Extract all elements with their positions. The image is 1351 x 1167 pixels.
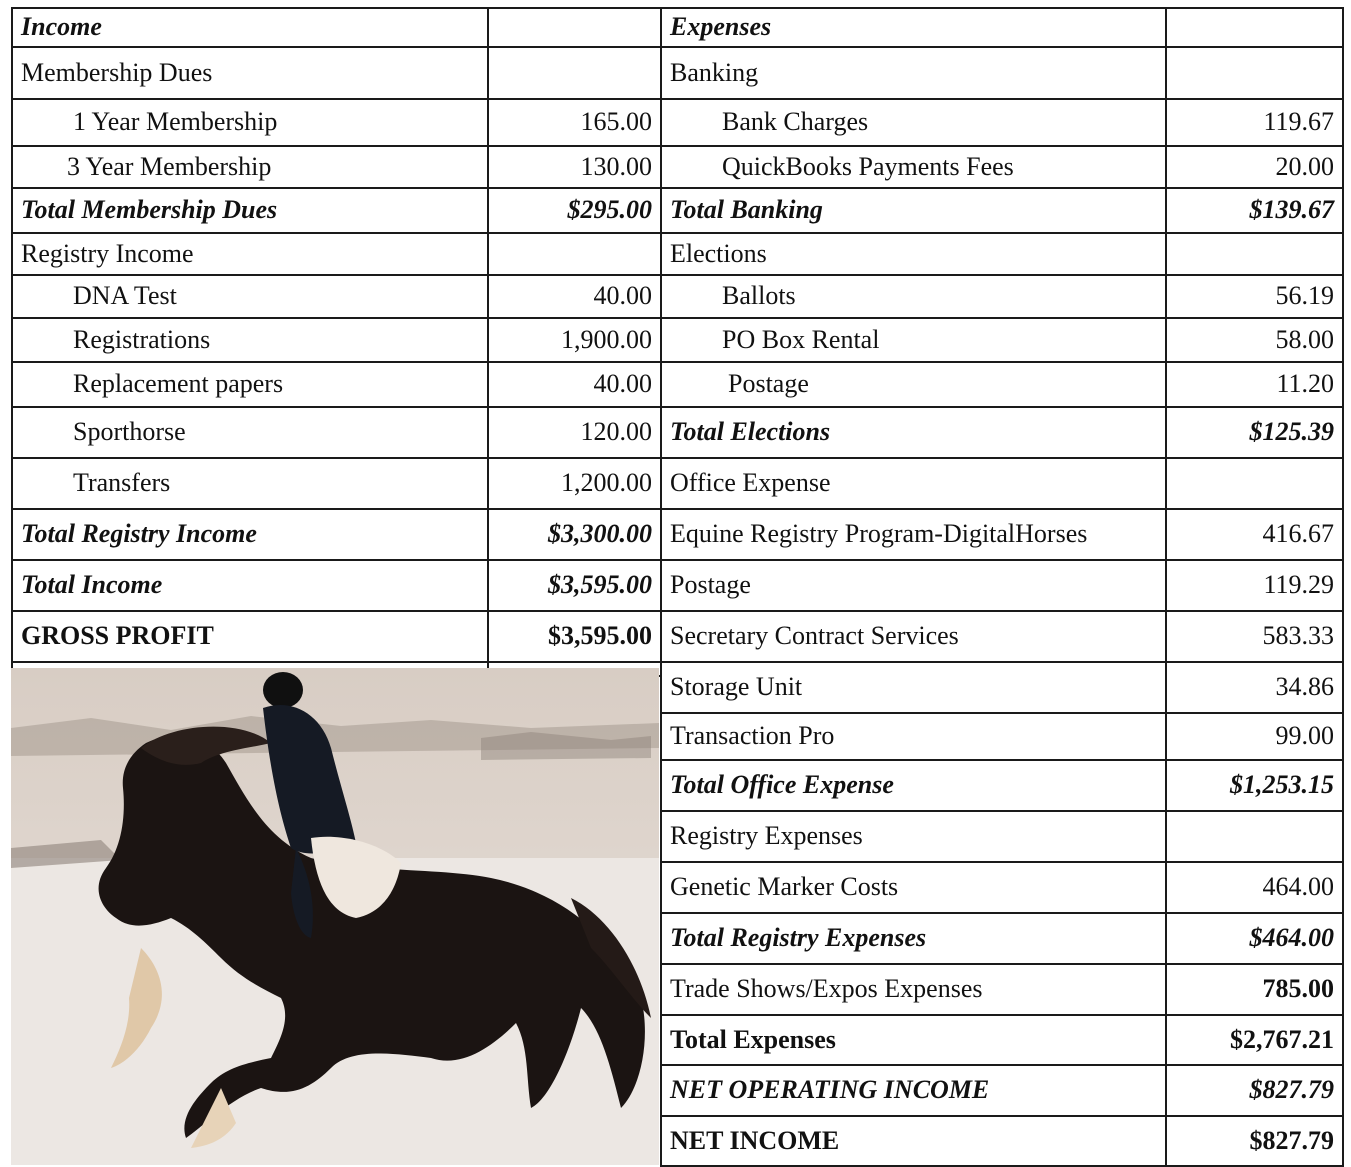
- row-amount: 119.67: [1166, 99, 1343, 146]
- table-row: [12, 407, 661, 458]
- table-row: [661, 1116, 1343, 1166]
- row-amount: 11.20: [1166, 362, 1343, 407]
- row-label: Total Expenses: [661, 1015, 1166, 1065]
- table-row: [12, 362, 661, 407]
- row-amount: $295.00: [488, 188, 661, 233]
- table-row: [12, 458, 661, 509]
- row-amount: 1,900.00: [488, 318, 661, 362]
- table-row: [661, 47, 1343, 99]
- expenses-header-amount: [1166, 8, 1343, 47]
- table-row: [661, 760, 1343, 811]
- table-row: [661, 99, 1343, 146]
- expenses-header-row: [661, 8, 1343, 47]
- table-row: [661, 509, 1343, 560]
- expenses-table: [660, 7, 1344, 1167]
- row-label: Total Elections: [661, 407, 1166, 458]
- row-label: QuickBooks Payments Fees: [661, 146, 1166, 188]
- row-label: Registrations: [12, 318, 488, 362]
- row-amount: [488, 47, 661, 99]
- table-row: [661, 611, 1343, 662]
- row-label: Sporthorse: [12, 407, 488, 458]
- table-row: [12, 275, 661, 318]
- table-row: [12, 233, 661, 275]
- table-row: [661, 862, 1343, 913]
- expenses-header-label: Expenses: [661, 8, 1166, 47]
- row-amount: $125.39: [1166, 407, 1343, 458]
- row-label: 1 Year Membership: [12, 99, 488, 146]
- row-amount: 40.00: [488, 362, 661, 407]
- row-amount: $3,595.00: [488, 560, 661, 611]
- row-amount: 99.00: [1166, 713, 1343, 760]
- row-label: Banking: [661, 47, 1166, 99]
- table-row: [661, 1015, 1343, 1065]
- row-label: Total Membership Dues: [12, 188, 488, 233]
- table-row: [661, 275, 1343, 318]
- row-label: Postage: [661, 362, 1166, 407]
- row-label: Storage Unit: [661, 662, 1166, 713]
- row-label: Replacement papers: [12, 362, 488, 407]
- row-label: NET INCOME: [661, 1116, 1166, 1166]
- table-row: [661, 560, 1343, 611]
- table-row: [12, 47, 661, 99]
- row-label: Elections: [661, 233, 1166, 275]
- row-amount: 464.00: [1166, 862, 1343, 913]
- row-label: PO Box Rental: [661, 318, 1166, 362]
- table-row: [661, 1065, 1343, 1116]
- row-amount: 119.29: [1166, 560, 1343, 611]
- row-label: Equine Registry Program-DigitalHorses: [661, 509, 1166, 560]
- income-header-amount: [488, 8, 661, 47]
- income-header-row: [12, 8, 661, 47]
- row-label: Membership Dues: [12, 47, 488, 99]
- table-row: [661, 458, 1343, 509]
- row-label: Trade Shows/Expos Expenses: [661, 964, 1166, 1015]
- row-amount: 416.67: [1166, 509, 1343, 560]
- row-amount: 165.00: [488, 99, 661, 146]
- row-label: Total Banking: [661, 188, 1166, 233]
- table-row: [12, 318, 661, 362]
- row-amount: [1166, 458, 1343, 509]
- row-label: Office Expense: [661, 458, 1166, 509]
- row-amount: 583.33: [1166, 611, 1343, 662]
- table-row: [12, 188, 661, 233]
- table-row: [661, 662, 1343, 713]
- table-row: [661, 188, 1343, 233]
- row-amount: 58.00: [1166, 318, 1343, 362]
- table-row: [12, 99, 661, 146]
- row-amount: $1,253.15: [1166, 760, 1343, 811]
- row-label: Total Income: [12, 560, 488, 611]
- row-label: Transfers: [12, 458, 488, 509]
- table-row: [12, 509, 661, 560]
- row-amount: $2,767.21: [1166, 1015, 1343, 1065]
- row-label: Registry Expenses: [661, 811, 1166, 862]
- row-amount: 1,200.00: [488, 458, 661, 509]
- row-label: Ballots: [661, 275, 1166, 318]
- rider-helmet: [263, 672, 303, 708]
- row-label: Total Office Expense: [661, 760, 1166, 811]
- row-label: NET OPERATING INCOME: [661, 1065, 1166, 1116]
- table-row: [661, 362, 1343, 407]
- table-row: [661, 407, 1343, 458]
- row-label: GROSS PROFIT: [12, 611, 488, 662]
- row-label: Total Registry Income: [12, 509, 488, 560]
- row-amount: [1166, 47, 1343, 99]
- table-row: [12, 146, 661, 188]
- row-amount: 785.00: [1166, 964, 1343, 1015]
- row-amount: 40.00: [488, 275, 661, 318]
- table-row: [661, 233, 1343, 275]
- row-label: DNA Test: [12, 275, 488, 318]
- horse-rider-illustration: [11, 668, 659, 1165]
- row-label: Transaction Pro: [661, 713, 1166, 760]
- row-label: Secretary Contract Services: [661, 611, 1166, 662]
- row-amount: $827.79: [1166, 1116, 1343, 1166]
- table-row: [12, 560, 661, 611]
- row-amount: 130.00: [488, 146, 661, 188]
- row-label: Bank Charges: [661, 99, 1166, 146]
- row-amount: $3,300.00: [488, 509, 661, 560]
- row-amount: $3,595.00: [488, 611, 661, 662]
- row-amount: $827.79: [1166, 1065, 1343, 1116]
- row-amount: 34.86: [1166, 662, 1343, 713]
- horse-photo: [11, 668, 659, 1165]
- table-row: [12, 611, 661, 662]
- row-amount: [1166, 233, 1343, 275]
- row-label: Genetic Marker Costs: [661, 862, 1166, 913]
- row-label: 3 Year Membership: [12, 146, 488, 188]
- table-row: [661, 913, 1343, 964]
- table-row: [661, 811, 1343, 862]
- income-table: [11, 7, 662, 677]
- row-amount: 120.00: [488, 407, 661, 458]
- row-amount: [1166, 811, 1343, 862]
- row-amount: $139.67: [1166, 188, 1343, 233]
- row-amount: [488, 233, 661, 275]
- table-row: [661, 318, 1343, 362]
- row-amount: $464.00: [1166, 913, 1343, 964]
- row-amount: 56.19: [1166, 275, 1343, 318]
- row-label: Total Registry Expenses: [661, 913, 1166, 964]
- table-row: [661, 146, 1343, 188]
- row-label: Registry Income: [12, 233, 488, 275]
- row-label: Postage: [661, 560, 1166, 611]
- table-row: [661, 713, 1343, 760]
- row-amount: 20.00: [1166, 146, 1343, 188]
- table-row: [661, 964, 1343, 1015]
- income-header-label: Income: [12, 8, 488, 47]
